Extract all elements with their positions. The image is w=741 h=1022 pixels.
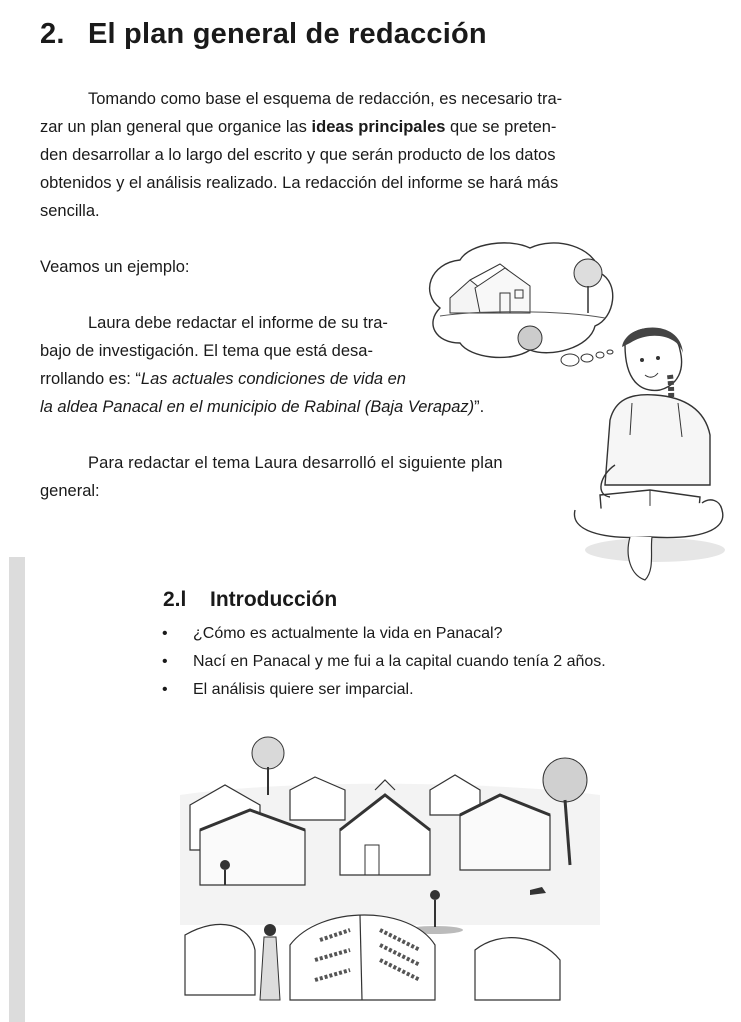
p1-bold-phrase: ideas principales (311, 118, 446, 136)
p2-topic-part2: la aldea Panacal en el municipio de Rabinal (Baja Verapaz) (40, 398, 475, 416)
p2-line3 (40, 370, 406, 389)
p1-line3: den desarrollar a lo largo del escrito y que serán producto de los datos (40, 146, 556, 164)
subsection-heading (163, 588, 337, 612)
bullet-item: • Nací en Panacal y me fui a la capital cuando tenía 2 años. (162, 650, 606, 678)
p3-line1: Para redactar el tema Laura desarrolló el siguiente plan (88, 454, 503, 472)
section-number: 2. (40, 18, 65, 50)
p1-line2 (40, 118, 556, 137)
bullet-item: • ¿Cómo es actualmente la vida en Panacal? (162, 622, 606, 650)
introduction-bullet-list (162, 622, 606, 706)
p2-line2: bajo de investigación. El tema que está desa- (40, 342, 373, 360)
p3-line2: general: (40, 482, 100, 500)
margin-bar (9, 557, 25, 1022)
bullet-item: • El análisis quiere ser imparcial. (162, 678, 606, 706)
p2-line1: Laura debe redactar el informe de su tra- (88, 314, 388, 332)
p2-line3-text: rrollando es: “ (40, 370, 141, 388)
example-intro: Veamos un ejemplo: (40, 258, 190, 276)
village-illustration (180, 735, 600, 1020)
section-heading (40, 18, 487, 51)
p2-topic-part1: Las actuales condiciones de vida en (140, 370, 406, 388)
p1-line2-text: zar un plan general que organice las (40, 118, 312, 136)
p1-line1: Tomando como base el esquema de redacción, es necesario tra- (88, 90, 563, 108)
p1-line5: sencilla. (40, 202, 100, 220)
p1-line2-end: que se preten- (445, 118, 557, 136)
p2-line4-end: ”. (474, 398, 485, 416)
subsection-number: 2.l (163, 588, 187, 611)
subsection-title: Introducción (210, 588, 338, 611)
section-title: El plan general de redacción (88, 18, 487, 50)
p1-line4: obtenidos y el análisis realizado. La redacción del informe se hará más (40, 174, 559, 192)
girl-reading-illustration (570, 325, 730, 587)
p2-line4 (40, 398, 484, 417)
